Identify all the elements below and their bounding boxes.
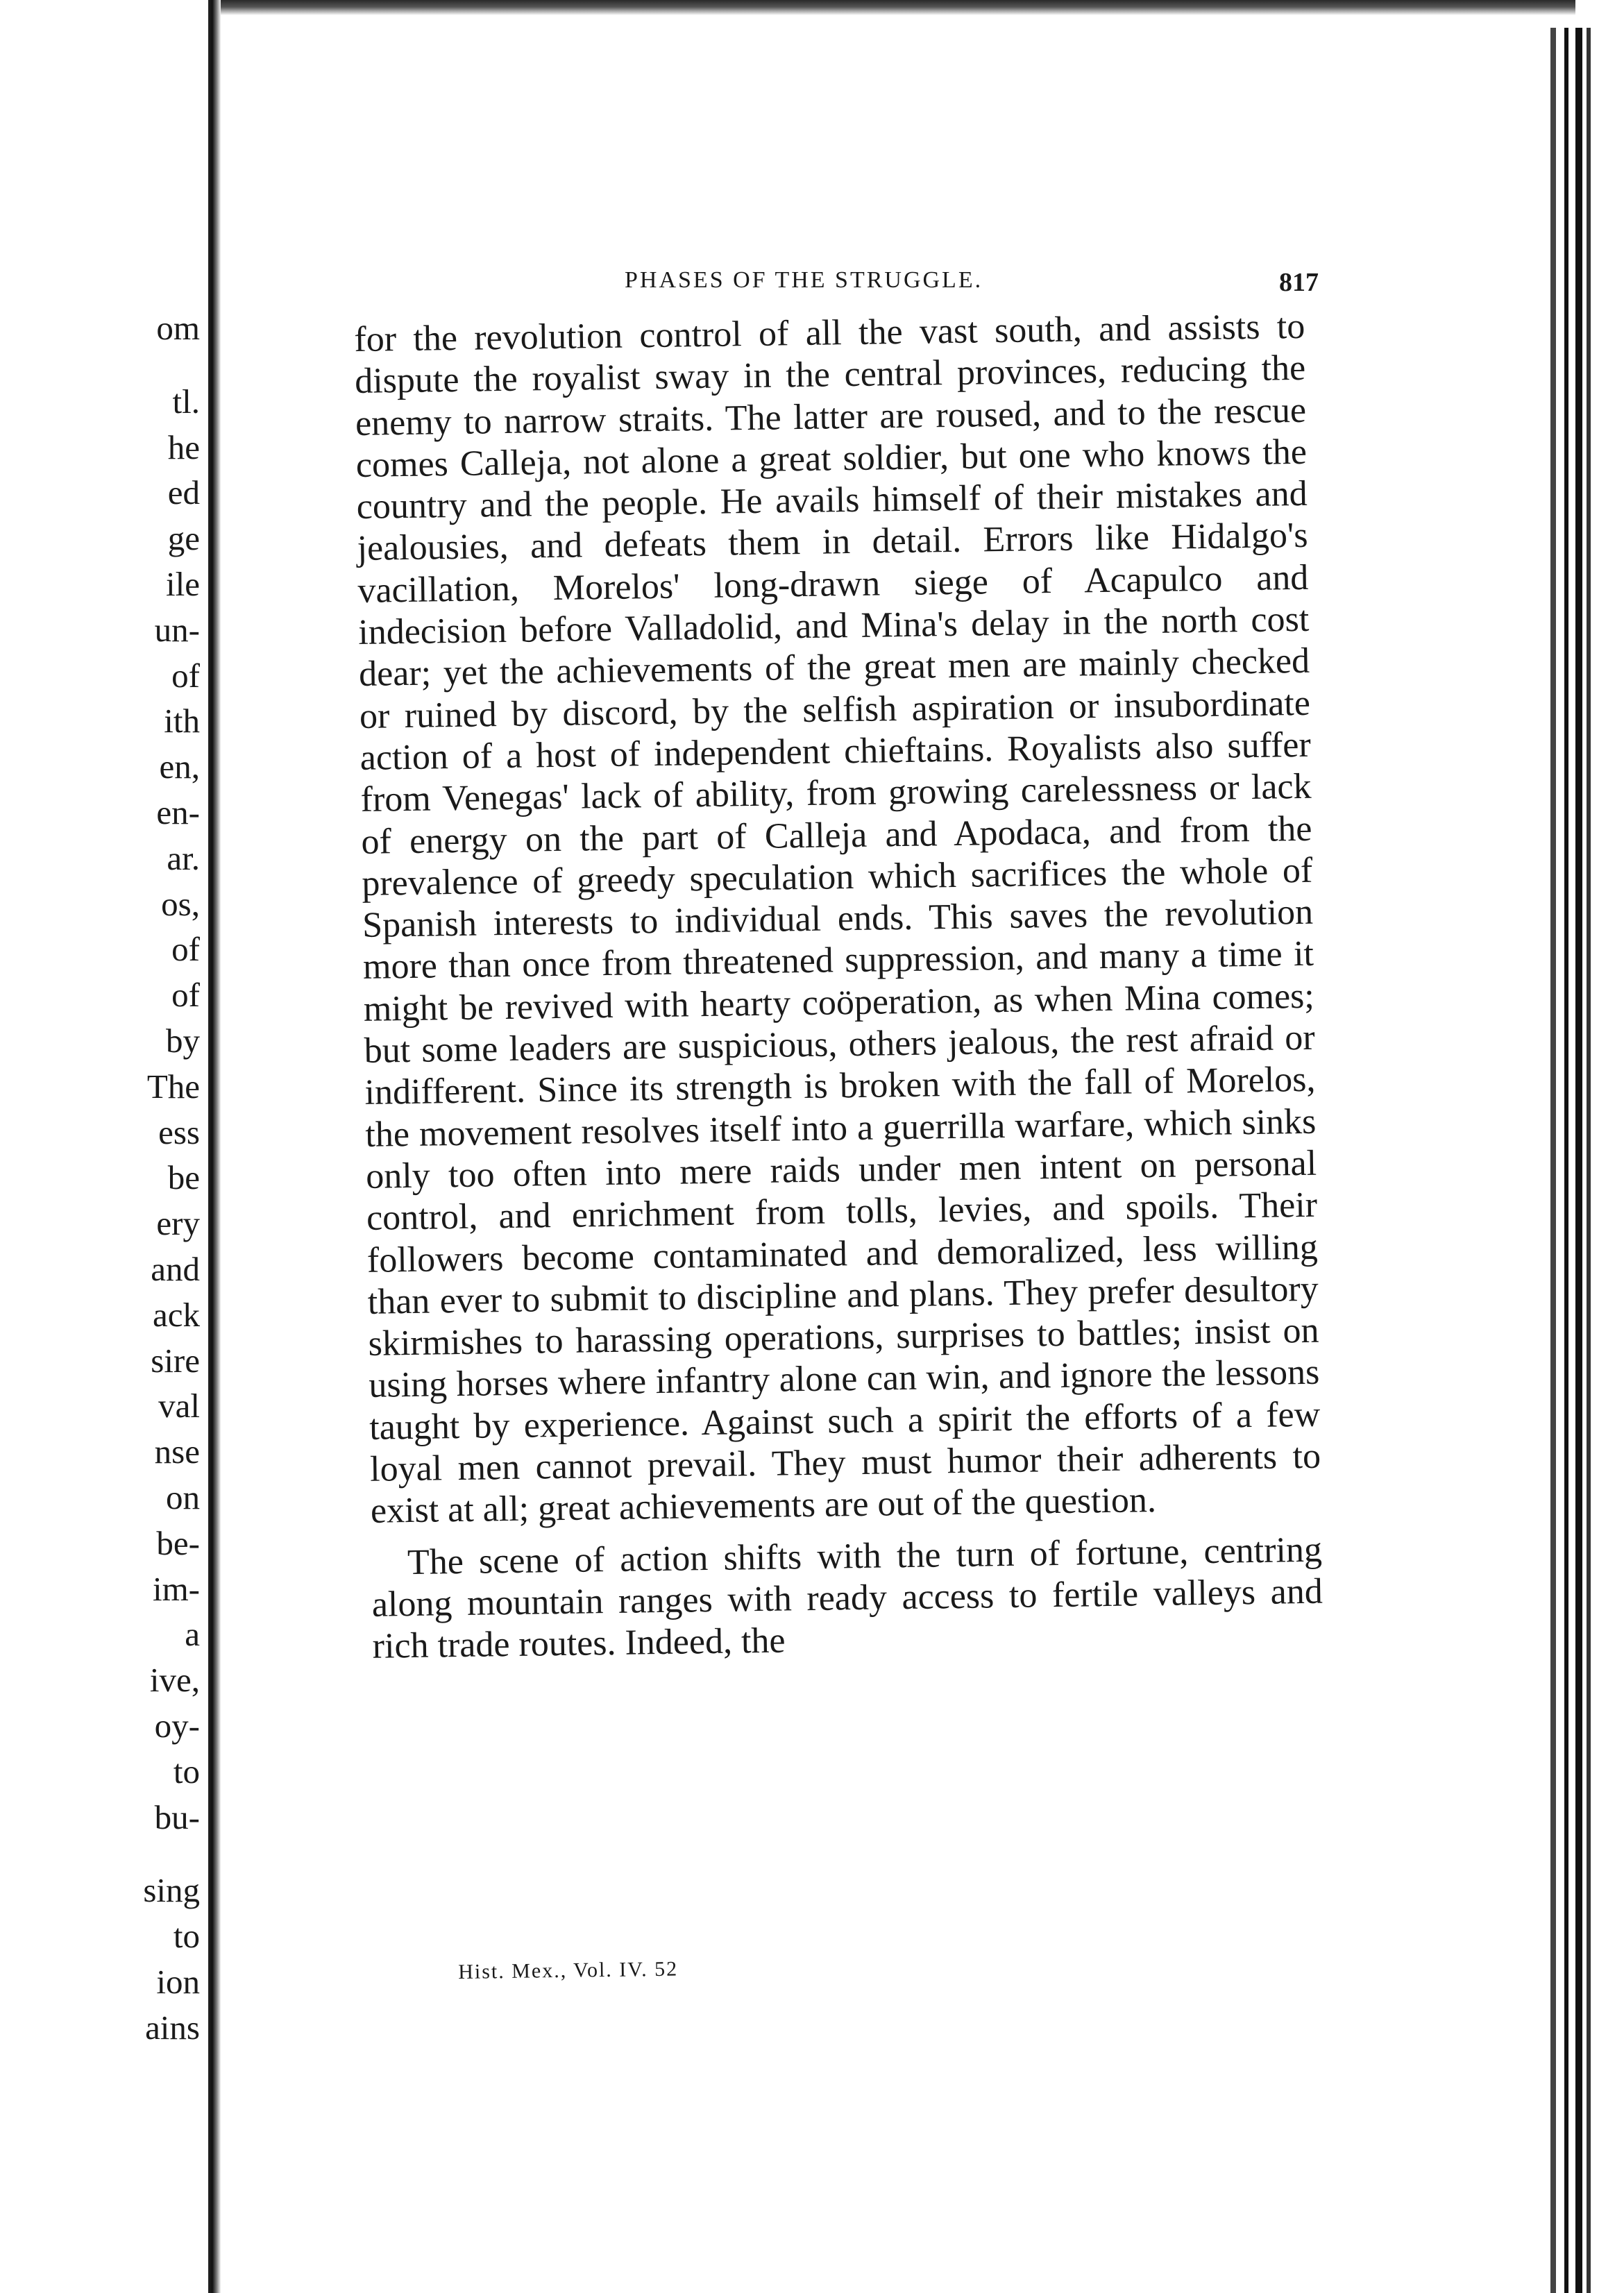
facing-line: of xyxy=(171,656,200,695)
page-edge-line xyxy=(1575,28,1582,2293)
facing-line: ess xyxy=(158,1112,200,1151)
facing-line: ar. xyxy=(167,838,200,877)
facing-line: ains xyxy=(145,2008,200,2047)
facing-line: tl. xyxy=(172,382,200,421)
facing-line: ery xyxy=(156,1204,200,1243)
page-header xyxy=(611,267,1319,309)
facing-line: The xyxy=(146,1067,200,1106)
facing-line: ith xyxy=(164,702,200,741)
facing-line: val xyxy=(158,1387,200,1425)
page-number: 817 xyxy=(1279,268,1319,297)
facing-line: sire xyxy=(151,1341,200,1380)
facing-line: be xyxy=(167,1158,200,1197)
facing-line: be- xyxy=(156,1523,200,1562)
facing-line: ive, xyxy=(149,1661,200,1700)
paragraph: for the revolution control of all the vast south, and assists to dispute the royalist sway in the central provinces, reducing the enemy to narrow straits. The latter are roused, and to the rescue comes Calleja, not alone a great soldier, but one who knows the country and the people. He avails himself of their mistakes and jealousies, and defeats them in detail. Errors like Hidalgo's vacillation, Morelos' long-drawn siege of Acapulco and indecision before Valladolid, and Mina's delay in the north cost dear; yet the achievements of the great men are mainly checked or ruined by discord, by the selfish aspiration or insubordinate action of a host of independent chieftains. Royalists also suffer from Venegas' lack of ability, from growing carelessness or lack of energy on the part of Calleja and Apodaca, and from the prevalence of greedy speculation which sacrifices the whole of Spanish interests to individual ends. This saves the revolution more than once from threatened suppression, and many a time it might be revived with hearty coöperation, as when Mina comes; but some leaders are suspicious, others jealous, the rest afraid or indifferent. Since its strength is broken with the fall of Morelos, the movement resolves itself into a guerrilla warfare, which sinks only too often into mere raids under men intent on personal control, and enrichment from tolls, levies, and spoils. Their followers become contaminated and demoralized, less willing than ever to submit to discipline and plans. They prefer desultory skirmishes to harassing operations, surprises to battles; insist on using horses where infantry alone can win, and ignore the lessons taught by experience. Against such a spirit the efforts of a few loyal men cannot prevail. They must humor their adherents to exist at all; great achievements are out of the question. xyxy=(354,306,1321,1532)
facing-line: of xyxy=(171,930,200,969)
facing-line: he xyxy=(167,428,200,466)
facing-line: ge xyxy=(167,519,200,558)
facing-gap xyxy=(19,351,200,379)
facing-line: nse xyxy=(154,1432,200,1471)
facing-gap xyxy=(19,1840,200,1868)
paragraph: The scene of action shifts with the turn of fortune, centring along mountain ranges with ready access to fertile valleys and rich trade routes. Indeed, the xyxy=(371,1530,1323,1667)
running-head: PHASES OF THE STRUGGLE. xyxy=(625,267,983,293)
facing-line: by xyxy=(166,1021,200,1060)
facing-line: en- xyxy=(156,793,200,831)
facing-line: un- xyxy=(154,610,200,649)
facing-line: ile xyxy=(166,564,200,603)
facing-line: on xyxy=(166,1478,200,1516)
facing-line: im- xyxy=(152,1569,200,1608)
facing-page-text xyxy=(19,305,200,2050)
facing-line: ion xyxy=(156,1962,200,2001)
facing-line: bu- xyxy=(154,1797,200,1836)
facing-line: os, xyxy=(161,884,200,923)
facing-line: ed xyxy=(167,473,200,512)
facing-line: to xyxy=(173,1917,200,1956)
facing-line: ack xyxy=(153,1295,200,1334)
page-edge-background xyxy=(1591,28,1624,2293)
page-edge-line xyxy=(1550,28,1556,2293)
facing-line: sing xyxy=(143,1871,200,1910)
body-text xyxy=(354,306,1323,1668)
signature-mark: Hist. Mex., Vol. IV. 52 xyxy=(458,1957,679,1983)
page-top-edge xyxy=(221,0,1575,15)
facing-line: and xyxy=(151,1249,200,1288)
facing-line: oy- xyxy=(154,1706,200,1745)
facing-line: of xyxy=(171,976,200,1015)
facing-line: en, xyxy=(159,747,200,786)
page-edge-line xyxy=(1564,28,1568,2293)
facing-line: om xyxy=(156,309,200,347)
facing-line: a xyxy=(185,1615,200,1654)
book-gutter xyxy=(208,0,221,2293)
facing-line: to xyxy=(173,1752,200,1791)
page-stack-edge xyxy=(1549,28,1624,2293)
